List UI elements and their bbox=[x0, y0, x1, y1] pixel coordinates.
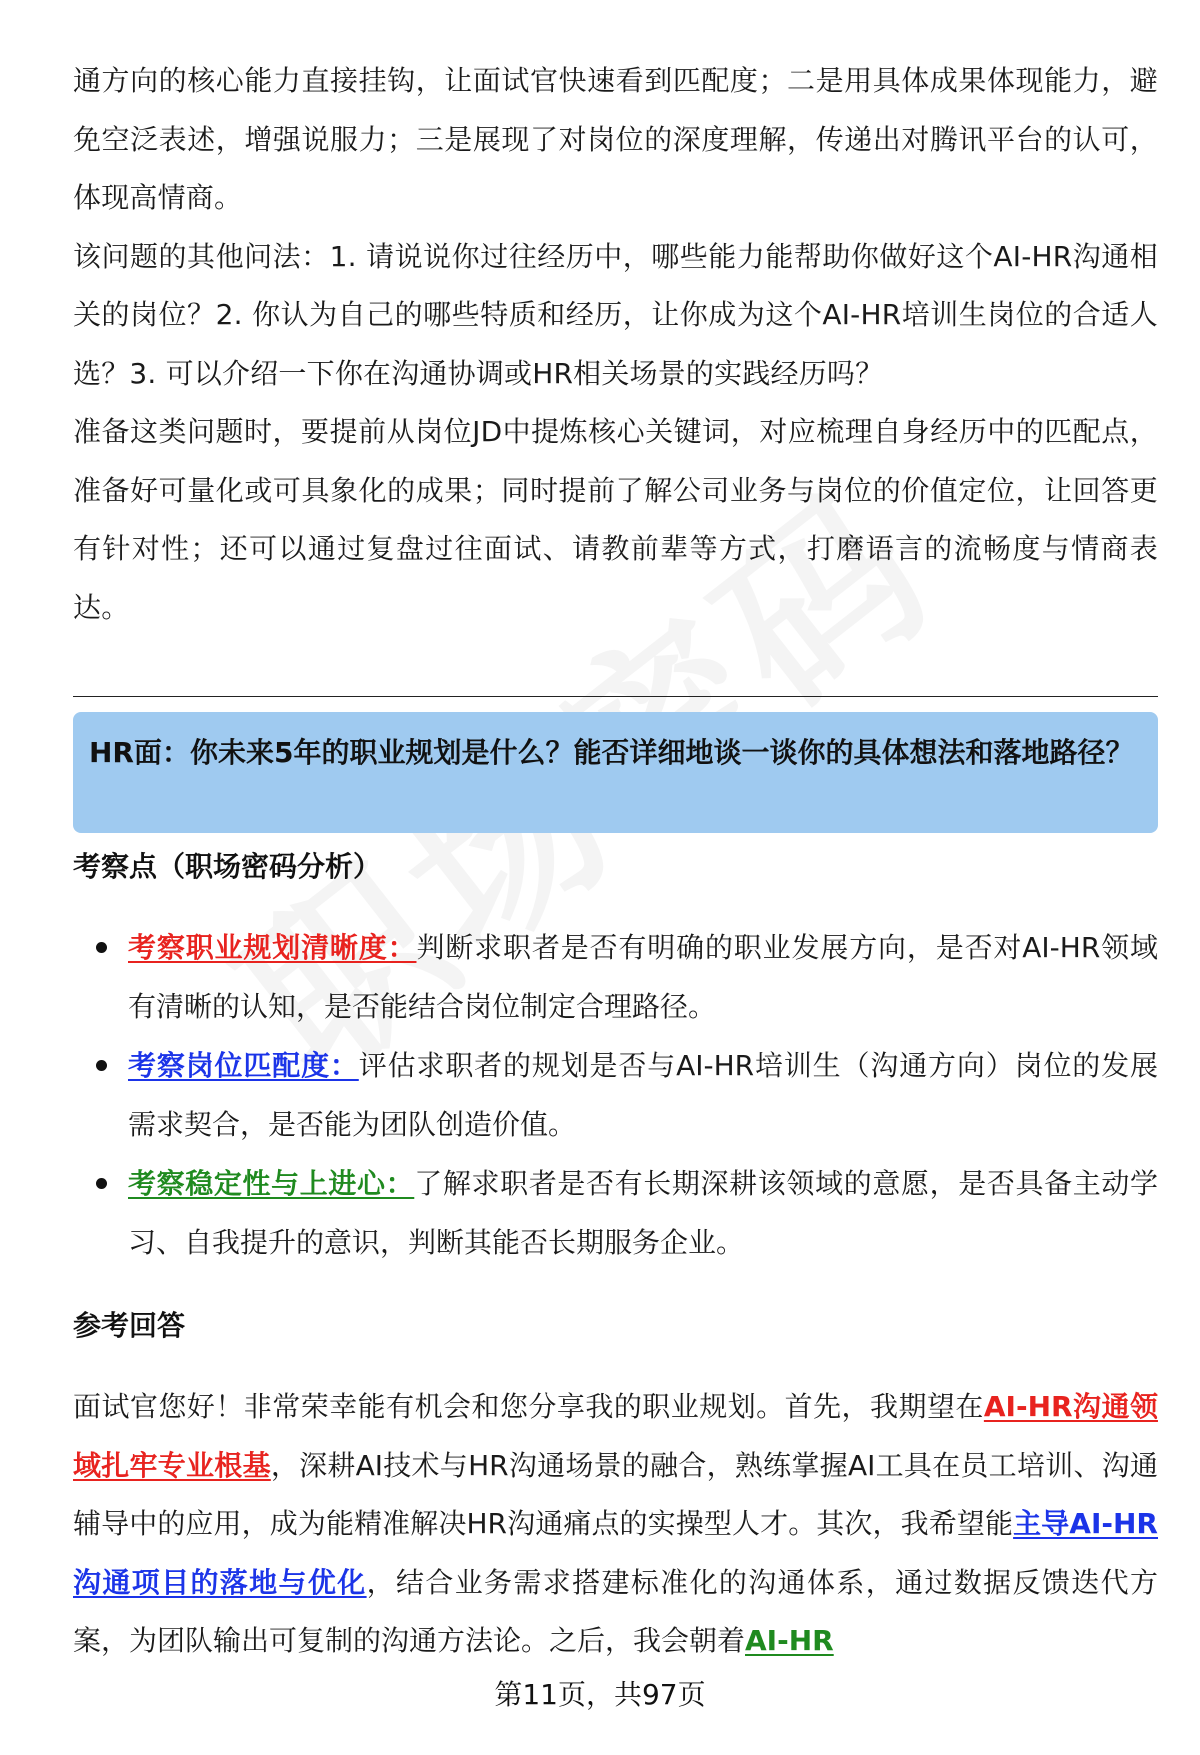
intro-section bbox=[73, 52, 1158, 637]
points-list bbox=[73, 918, 1158, 1272]
bullet-icon bbox=[96, 1060, 107, 1071]
answer-text-1: 面试官您好！非常荣幸能有机会和您分享我的职业规划。首先，我期望在 bbox=[73, 1390, 984, 1423]
list-item bbox=[73, 918, 1158, 1036]
point-text: 判断求职者是否有明确的职业发展方向，是否对AI-HR领域有清晰的认知，是否能结合岗位制定合理路径。 bbox=[128, 931, 1158, 1023]
point-text: 评估求职者的规划是否与AI-HR培训生（沟通方向）岗位的发展需求契合，是否能为团队创造价值。 bbox=[128, 1049, 1158, 1141]
list-item bbox=[73, 1036, 1158, 1154]
answer-paragraph bbox=[73, 1378, 1158, 1671]
intro-paragraph-3: 准备这类问题时，要提前从岗位JD中提炼核心关键词，对应梳理自身经历中的匹配点，准备好可量化或可具象化的成果；同时提前了解公司业务与岗位的价值定位，让回答更有针对性；还可以通过复盘过往面试、请教前辈等方式，打磨语言的流畅度与情商表达。 bbox=[73, 415, 1158, 624]
list-item bbox=[73, 1154, 1158, 1272]
intro-paragraph-1: 通方向的核心能力直接挂钩，让面试官快速看到匹配度；二是用具体成果体现能力，避免空泛表述，增强说服力；三是展现了对岗位的深度理解，传递出对腾讯平台的认可，体现高情商。 bbox=[73, 64, 1158, 214]
point-keyword: 考察职业规划清晰度： bbox=[128, 931, 417, 964]
answer-keyword-3: AI-HR bbox=[745, 1624, 834, 1657]
answer-heading: 参考回答 bbox=[73, 1309, 186, 1342]
answer-text-2: ，深耕AI技术与HR沟通场景的融合，熟练掌握AI工具在员工培训、沟通辅导中的应用，成为能精准解决HR沟通痛点的实操型人才。其次，我希望能 bbox=[73, 1448, 1158, 1540]
page-number: 第11页，共97页 bbox=[494, 1678, 706, 1711]
bullet-icon bbox=[96, 1178, 107, 1189]
point-keyword: 考察岗位匹配度： bbox=[128, 1049, 359, 1082]
question-box bbox=[73, 712, 1158, 833]
point-keyword: 考察稳定性与上进心： bbox=[128, 1167, 415, 1200]
question-text: HR面：你未来5年的职业规划是什么？能否详细地谈一谈你的具体想法和落地路径？ bbox=[89, 736, 1134, 769]
bullet-icon bbox=[96, 942, 107, 953]
point-text: 了解求职者是否有长期深耕该领域的意愿，是否具备主动学习、自我提升的意识，判断其能否长期服务企业。 bbox=[128, 1167, 1158, 1259]
points-heading: 考察点（职场密码分析） bbox=[73, 850, 382, 883]
answer-section bbox=[73, 1378, 1158, 1671]
answer-text-3: ，结合业务需求搭建标准化的沟通体系，通过数据反馈迭代方案，为团队输出可复制的沟通方法论。之后，我会朝着 bbox=[73, 1565, 1158, 1657]
section-divider bbox=[73, 696, 1158, 697]
intro-paragraph-2: 该问题的其他问法：1. 请说说你过往经历中，哪些能力能帮助你做好这个AI-HR沟通相关的岗位？2. 你认为自己的哪些特质和经历，让你成为这个AI-HR培训生岗位的合适人选？3. 可以介绍一下你在沟通协调或HR相关场景的实践经历吗？ bbox=[73, 239, 1158, 390]
answer-keyword-2: 主导AI-HR沟通项目的落地与优化 bbox=[73, 1507, 1158, 1599]
answer-keyword-1: AI-HR沟通领域扎牢专业根基 bbox=[73, 1390, 1158, 1482]
